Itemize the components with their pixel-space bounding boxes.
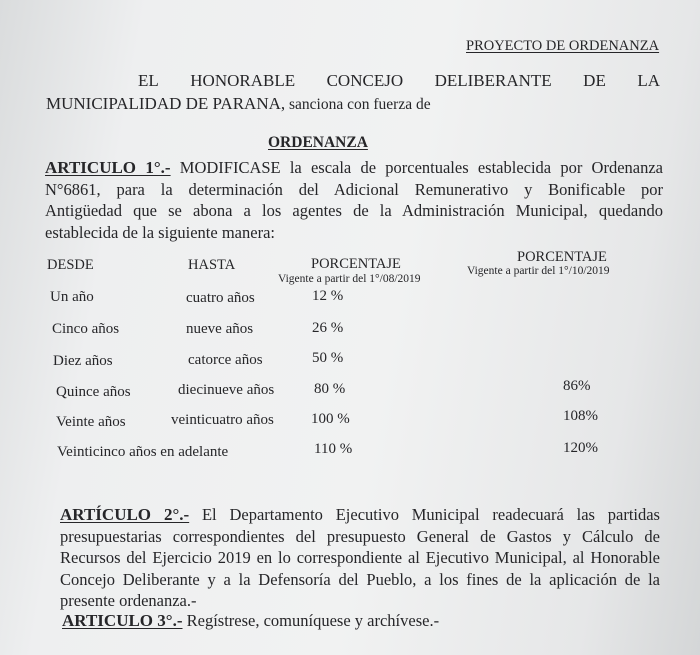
- table-cell-desde: Veinticinco años en adelante: [57, 444, 229, 460]
- table-cell-hasta: veinticuatro años: [171, 412, 274, 428]
- table-cell-pct1: 12 %: [312, 288, 344, 304]
- table-cell-hasta: diecinueve años: [178, 382, 275, 398]
- article-3-heading: ARTICULO 3°.-: [62, 611, 183, 630]
- table-cell-desde: Cinco años: [52, 321, 120, 337]
- article-2-text: El Departamento Ejecutivo Municipal readecuará las partidas: [189, 505, 660, 524]
- column-header-hasta: HASTA: [188, 257, 236, 273]
- header-word: EL: [138, 71, 159, 90]
- table-cell-pct1: 100 %: [311, 411, 350, 427]
- header-word: DELIBERANTE: [434, 71, 552, 90]
- article-2-line: presupuestarias correspondientes del presupuesto General de Gastos y Cálculo de: [60, 526, 660, 546]
- table-cell-pct2: 108%: [563, 408, 598, 424]
- column-header-porcentaje-1: PORCENTAJE: [311, 256, 401, 272]
- header-municipality: MUNICIPALIDAD DE PARANA,: [46, 94, 286, 113]
- table-cell-pct2: 86%: [563, 378, 591, 394]
- table-cell-hasta: catorce años: [188, 352, 263, 368]
- column-subheader-vigente-2: Vigente a partir del 1°/10/2019: [467, 265, 610, 277]
- article-1: [45, 157, 663, 243]
- table-cell-hasta: nueve años: [186, 321, 254, 337]
- header-word: LA: [637, 71, 660, 90]
- header-word: HONORABLE: [190, 71, 296, 90]
- article-1-heading: ARTICULO 1°.-: [45, 158, 171, 177]
- article-3: [62, 610, 562, 632]
- article-2-line: Concejo Deliberante y a la Defensoría del Pueblo, a los fines de la aplicación de la: [60, 569, 660, 589]
- table-cell-pct2: 120%: [563, 440, 598, 456]
- article-2-line: [60, 504, 660, 526]
- table-cell-desde: Un año: [50, 289, 94, 305]
- article-1-line: establecida de la siguiente manera:: [45, 222, 275, 242]
- table-cell-desde: Veinte años: [56, 414, 126, 430]
- ordenanza-title: ORDENANZA: [268, 134, 368, 151]
- header-word: DE: [583, 71, 606, 90]
- header-line-1: [138, 71, 660, 91]
- table-cell-pct1: 80 %: [314, 381, 346, 397]
- article-3-text: Regístrese, comuníquese y archívese.-: [182, 611, 440, 630]
- article-2: [60, 504, 660, 612]
- article-1-line: N°6861, para la determinación del Adicional Remunerativo y Bonificable por: [45, 179, 663, 199]
- header-word: CONCEJO: [326, 71, 404, 90]
- project-title: PROYECTO DE ORDENANZA: [466, 38, 660, 54]
- column-header-porcentaje-2: PORCENTAJE: [517, 249, 607, 265]
- table-cell-pct1: 50 %: [312, 350, 344, 366]
- article-2-line: Recursos del Ejercicio 2019 en lo correspondiente al Ejecutivo Municipal, al Honorable: [60, 548, 660, 567]
- article-1-text: MODIFICASE la escala de porcentuales establecida por Ordenanza: [170, 158, 663, 177]
- table-cell-desde: Diez años: [53, 353, 113, 369]
- table-cell-pct1: 26 %: [312, 320, 344, 336]
- header-sanciona: sanciona con fuerza de: [285, 96, 431, 113]
- article-1-line: [45, 157, 663, 179]
- article-2-heading: ARTÍCULO 2°.-: [60, 505, 190, 524]
- table-cell-pct1: 110 %: [314, 441, 353, 457]
- table-cell-desde: Quince años: [56, 384, 131, 400]
- column-header-desde: DESDE: [47, 257, 94, 273]
- table-cell-hasta: cuatro años: [186, 290, 255, 306]
- article-2-line: presente ordenanza.-: [60, 591, 197, 610]
- article-3-line: [62, 610, 562, 632]
- article-1-line: Antigüedad que se abona a los agentes de la Administración Municipal, quedando: [45, 201, 663, 220]
- column-subheader-vigente-1: Vigente a partir del 1°/08/2019: [278, 273, 421, 285]
- header-line-2: [46, 94, 431, 114]
